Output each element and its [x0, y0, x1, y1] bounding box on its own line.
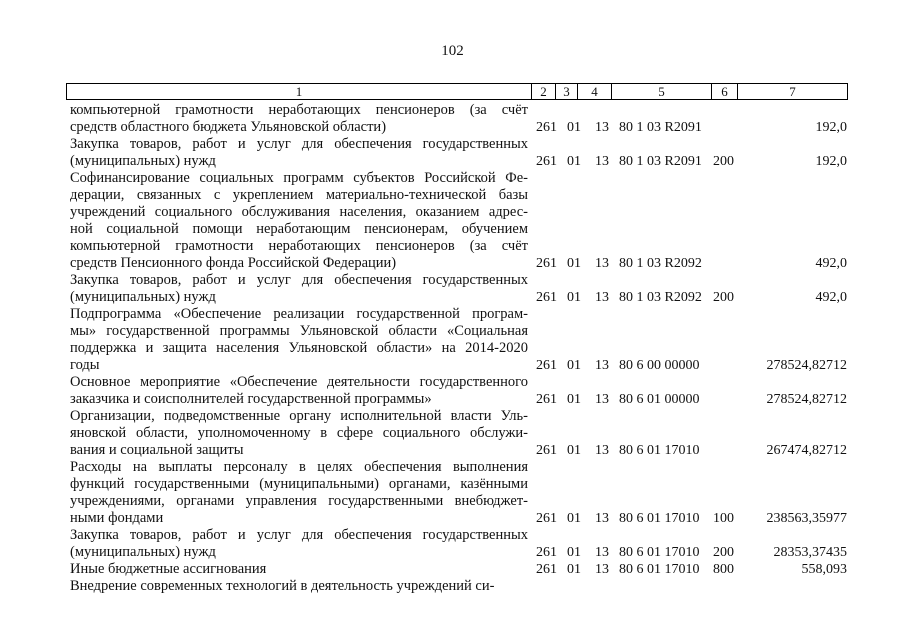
header-cell: 3: [555, 84, 577, 99]
code-target: 80 6 01 17010: [619, 562, 700, 577]
row-description-line: Иные бюджетные ассигнования: [70, 561, 267, 577]
code-section: 01: [567, 392, 581, 407]
row-description-line: средств областного бюджета Ульяновской области): [70, 119, 387, 135]
header-cell: 6: [711, 84, 737, 99]
code-section: 01: [567, 358, 581, 373]
row-description-line: заказчика и соисполнителей государственной программы»: [70, 391, 432, 407]
row-description-line: яновской области, уполномоченному в сфере социального обслужи-: [70, 425, 528, 441]
code-subsection: 13: [595, 562, 609, 577]
row-description-line: функций государственными (муниципальными) органами, казёнными: [70, 476, 528, 492]
row-amount: 558,093: [801, 562, 847, 577]
code-subsection: 13: [595, 358, 609, 373]
row-description-line: вания и социальной защиты: [70, 442, 244, 458]
row-amount: 192,0: [815, 120, 847, 135]
code-subsection: 13: [595, 154, 609, 169]
code-admin: 261: [536, 443, 557, 458]
code-target: 80 6 01 00000: [619, 392, 700, 407]
row-description-line: ными фондами: [70, 510, 164, 526]
row-description-line: учреждений социального обслуживания населения, оказанием адрес-: [70, 204, 528, 220]
row-description-line: Организации, подведомственные органу исполнительной власти Уль-: [70, 408, 528, 424]
code-target: 80 6 00 00000: [619, 358, 700, 373]
row-description-line: Внедрение современных технологий в деятельность учреждений си-: [70, 578, 495, 594]
code-section: 01: [567, 120, 581, 135]
row-amount: 238563,35977: [766, 511, 847, 526]
code-expense-type: 800: [713, 562, 734, 577]
code-subsection: 13: [595, 392, 609, 407]
row-description-line: ной социальной помощи неработающим пенсионерам, обучением: [70, 221, 528, 237]
header-cell: 4: [577, 84, 611, 99]
code-target: 80 1 03 R2091: [619, 154, 702, 169]
code-subsection: 13: [595, 290, 609, 305]
code-expense-type: 100: [713, 511, 734, 526]
code-expense-type: 200: [713, 154, 734, 169]
row-description-line: мы» государственной программы Ульяновской области «Социальная: [70, 323, 528, 339]
row-description-line: Расходы на выплаты персоналу в целях обеспечения выполнения: [70, 459, 528, 475]
code-target: 80 6 01 17010: [619, 545, 700, 560]
row-description-line: годы: [70, 357, 100, 373]
code-admin: 261: [536, 358, 557, 373]
row-description-line: средств Пенсионного фонда Российской Федерации): [70, 255, 397, 271]
code-section: 01: [567, 545, 581, 560]
code-admin: 261: [536, 562, 557, 577]
row-description-line: учреждениями, органами управления государственными внебюджет-: [70, 493, 528, 509]
row-description-line: поддержка и защита населения Ульяновской области» на 2014-2020: [70, 340, 528, 356]
row-description-line: (муниципальных) нужд: [70, 289, 216, 305]
code-subsection: 13: [595, 545, 609, 560]
code-target: 80 6 01 17010: [619, 443, 700, 458]
code-target: 80 1 03 R2091: [619, 120, 702, 135]
code-subsection: 13: [595, 256, 609, 271]
row-amount: 278524,82712: [766, 358, 847, 373]
code-target: 80 1 03 R2092: [619, 256, 702, 271]
row-description-line: Закупка товаров, работ и услуг для обеспечения государственных: [70, 527, 528, 543]
code-admin: 261: [536, 154, 557, 169]
row-description-line: Подпрограмма «Обеспечение реализации государственной програм-: [70, 306, 528, 322]
row-amount: 267474,82712: [766, 443, 847, 458]
code-admin: 261: [536, 511, 557, 526]
code-section: 01: [567, 562, 581, 577]
row-amount: 28353,37435: [773, 545, 847, 560]
row-amount: 278524,82712: [766, 392, 847, 407]
code-target: 80 6 01 17010: [619, 511, 700, 526]
row-description-line: дерации, связанных с укреплением материально-технической базы: [70, 187, 528, 203]
row-description-line: компьютерной грамотности неработающих пенсионеров (за счёт: [70, 238, 528, 254]
code-section: 01: [567, 443, 581, 458]
code-admin: 261: [536, 120, 557, 135]
code-admin: 261: [536, 256, 557, 271]
row-description-line: Софинансирование социальных программ субъектов Российской Фе-: [70, 170, 528, 186]
row-description-line: компьютерной грамотности неработающих пенсионеров (за счёт: [70, 102, 528, 118]
row-description-line: (муниципальных) нужд: [70, 153, 216, 169]
code-subsection: 13: [595, 511, 609, 526]
code-expense-type: 200: [713, 290, 734, 305]
code-subsection: 13: [595, 120, 609, 135]
header-cell: 5: [611, 84, 711, 99]
header-cell: 2: [531, 84, 555, 99]
code-section: 01: [567, 290, 581, 305]
row-description-line: Закупка товаров, работ и услуг для обеспечения государственных: [70, 136, 528, 152]
code-admin: 261: [536, 545, 557, 560]
code-subsection: 13: [595, 443, 609, 458]
page-number: 102: [441, 43, 464, 59]
code-admin: 261: [536, 290, 557, 305]
code-section: 01: [567, 256, 581, 271]
row-description-line: (муниципальных) нужд: [70, 544, 216, 560]
code-admin: 261: [536, 392, 557, 407]
row-description-line: Закупка товаров, работ и услуг для обеспечения государственных: [70, 272, 528, 288]
table-header: [66, 83, 848, 100]
header-cell: 1: [295, 84, 303, 99]
code-target: 80 1 03 R2092: [619, 290, 702, 305]
code-section: 01: [567, 511, 581, 526]
header-cell: 7: [737, 84, 847, 99]
row-amount: 492,0: [815, 290, 847, 305]
row-description-line: Основное мероприятие «Обеспечение деятельности государственного: [70, 374, 528, 390]
row-amount: 192,0: [815, 154, 847, 169]
row-amount: 492,0: [815, 256, 847, 271]
code-section: 01: [567, 154, 581, 169]
code-expense-type: 200: [713, 545, 734, 560]
